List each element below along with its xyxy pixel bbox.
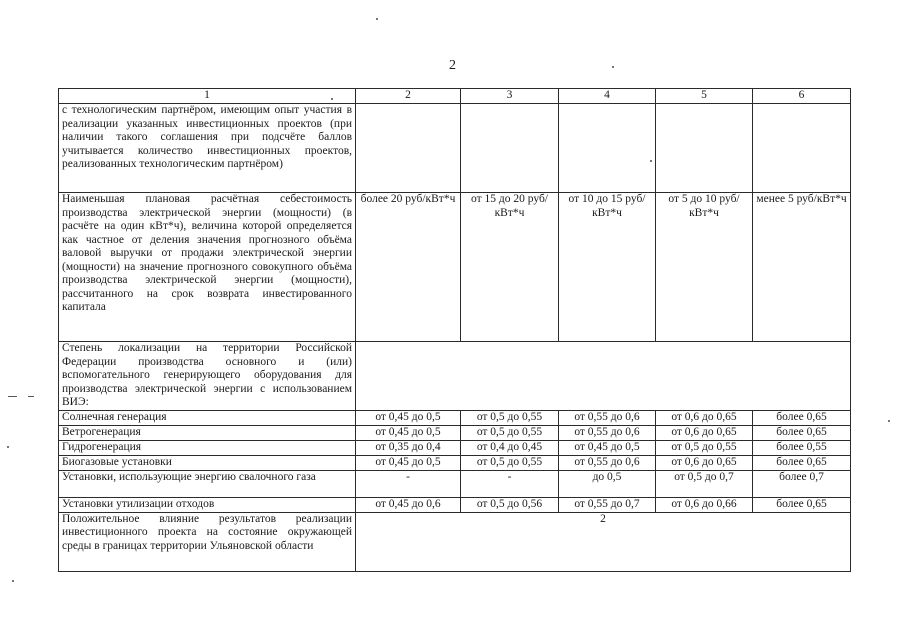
item-value: от 0,45 до 0,5 (559, 440, 656, 455)
item-label: Биогазовые установки (59, 455, 356, 470)
table-row-partner (59, 104, 851, 193)
criterion-cost: Наименьшая плановая расчётная себестоимость производства электрической энергии (мощности) (в расчёте на один кВт*ч), величина которой определяется как частное от деления значения прогнозного объёма валовой выручки от продажи электрической энергии (мощности) на значение прогнозного совокупного объёма производства электрической энергии (мощности), рассчитанного на срок возврата инвестированного капитала (59, 193, 356, 342)
item-value: более 0,65 (753, 497, 851, 512)
empty-cell (559, 104, 656, 193)
table-row-solar (59, 410, 851, 425)
scan-mark (28, 396, 34, 397)
empty-merged-cell (356, 342, 851, 411)
impact-value: 2 (356, 512, 851, 571)
header-cell-5: 5 (656, 89, 753, 104)
scan-mark (888, 420, 890, 422)
item-value: более 0,65 (753, 425, 851, 440)
item-value: от 0,5 до 0,55 (461, 425, 559, 440)
item-value: от 0,5 до 0,7 (656, 470, 753, 497)
cost-value-4: от 10 до 15 руб/кВт*ч (559, 193, 656, 342)
item-value: от 0,6 до 0,65 (656, 410, 753, 425)
header-cell-4: 4 (559, 89, 656, 104)
item-value: от 0,5 до 0,55 (461, 410, 559, 425)
item-value: более 0,65 (753, 455, 851, 470)
table-row-cost (59, 193, 851, 342)
table-row-waste (59, 497, 851, 512)
item-value: от 0,55 до 0,6 (559, 410, 656, 425)
item-label: Ветрогенерация (59, 425, 356, 440)
scan-mark (331, 98, 333, 100)
header-cell-6: 6 (753, 89, 851, 104)
header-cell-2: 2 (356, 89, 461, 104)
item-value: от 0,45 до 0,6 (356, 497, 461, 512)
scan-mark (7, 446, 9, 448)
scan-mark (650, 160, 652, 162)
item-value: более 0,7 (753, 470, 851, 497)
item-value: от 0,5 до 0,55 (656, 440, 753, 455)
item-label: Установки, использующие энергию свалочного газа (59, 470, 356, 497)
criterion-partner: с технологическим партнёром, имеющим опыт участия в реализации указанных инвестиционных проектов (при наличии такого соглашения при подсчёте баллов учитывается количество инвестиционных проектов, реализованных технологическим партнёром) (59, 104, 356, 193)
item-value: от 0,45 до 0,5 (356, 410, 461, 425)
item-label: Солнечная генерация (59, 410, 356, 425)
table-row-localization (59, 342, 851, 411)
cost-value-3: от 15 до 20 руб/кВт*ч (461, 193, 559, 342)
item-value: от 0,55 до 0,6 (559, 425, 656, 440)
empty-cell (356, 104, 461, 193)
table-row-biogas (59, 455, 851, 470)
item-value: от 0,6 до 0,65 (656, 425, 753, 440)
item-value: от 0,6 до 0,66 (656, 497, 753, 512)
header-cell-1: 1 (59, 89, 356, 104)
scan-mark (612, 66, 614, 68)
item-value: от 0,35 до 0,4 (356, 440, 461, 455)
item-label: Установки утилизации отходов (59, 497, 356, 512)
criterion-impact: Положительное влияние результатов реализации инвестиционного проекта на состояние окружающей среды в границах территории Ульяновской области (59, 512, 356, 571)
cost-value-5: от 5 до 10 руб/кВт*ч (656, 193, 753, 342)
item-value: от 0,55 до 0,7 (559, 497, 656, 512)
page-number: 2 (449, 58, 456, 73)
item-value: от 0,45 до 0,5 (356, 455, 461, 470)
header-cell-3: 3 (461, 89, 559, 104)
empty-cell (753, 104, 851, 193)
item-value: от 0,5 до 0,55 (461, 455, 559, 470)
empty-cell (461, 104, 559, 193)
scan-mark (376, 18, 378, 20)
item-value: от 0,6 до 0,65 (656, 455, 753, 470)
table-row-wind (59, 425, 851, 440)
item-value: - (461, 470, 559, 497)
item-value: от 0,45 до 0,5 (356, 425, 461, 440)
cost-value-6: менее 5 руб/кВт*ч (753, 193, 851, 342)
table-row-hydro (59, 440, 851, 455)
item-value: более 0,65 (753, 410, 851, 425)
item-value: от 0,4 до 0,45 (461, 440, 559, 455)
item-value: от 0,55 до 0,6 (559, 455, 656, 470)
item-value: - (356, 470, 461, 497)
scan-mark (8, 396, 17, 397)
table-row-impact (59, 512, 851, 571)
table-header-row (59, 89, 851, 104)
table-row-landfill-gas (59, 470, 851, 497)
empty-cell (656, 104, 753, 193)
criteria-table (58, 88, 851, 572)
item-value: от 0,5 до 0,56 (461, 497, 559, 512)
item-value: более 0,55 (753, 440, 851, 455)
criterion-localization: Степень локализации на территории Российской Федерации производства основного и (или) вспомогательного генерирующего оборудования для производства электрической энергии с использованием ВИЭ: (59, 342, 356, 411)
scan-mark (12, 580, 14, 582)
cost-value-2: более 20 руб/кВт*ч (356, 193, 461, 342)
item-label: Гидрогенерация (59, 440, 356, 455)
item-value: до 0,5 (559, 470, 656, 497)
